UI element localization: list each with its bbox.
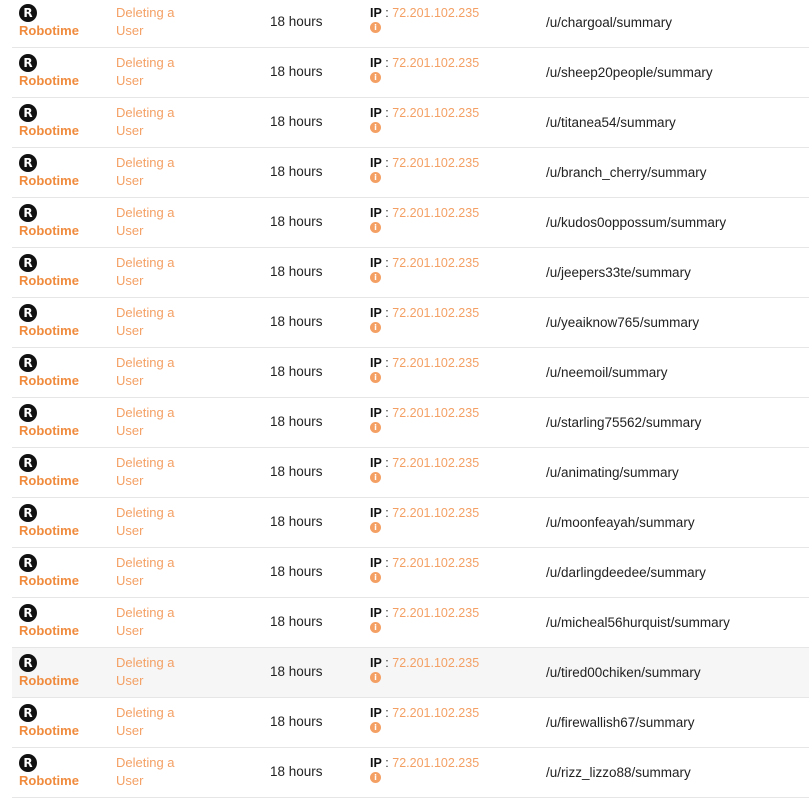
time-ago: 18 hours [270, 164, 323, 179]
user-cell [19, 704, 109, 738]
user-cell [19, 754, 109, 788]
ip-address-link[interactable]: 72.201.102.235 [392, 56, 480, 70]
username-link[interactable]: Robotime [19, 523, 79, 538]
info-icon[interactable]: i [370, 772, 381, 783]
log-row [12, 348, 809, 398]
user-avatar-icon[interactable]: R [19, 404, 37, 422]
user-avatar-icon[interactable]: R [19, 654, 37, 672]
user-cell [19, 104, 109, 138]
request-path: /u/moonfeayah/summary [546, 515, 695, 530]
username-link[interactable]: Robotime [19, 573, 79, 588]
log-row [12, 148, 809, 198]
username-link[interactable]: Robotime [19, 723, 79, 738]
username-link[interactable]: Robotime [19, 273, 79, 288]
user-cell [19, 654, 109, 688]
ip-label: IP [370, 656, 382, 670]
user-avatar-icon[interactable]: R [19, 604, 37, 622]
request-path: /u/tired00chiken/summary [546, 665, 701, 680]
action-link[interactable]: Deleting a User [116, 355, 175, 388]
request-path: /u/neemoil/summary [546, 365, 668, 380]
request-path: /u/branch_cherry/summary [546, 165, 707, 180]
info-icon[interactable]: i [370, 122, 381, 133]
action-link[interactable]: Deleting a User [116, 255, 175, 288]
info-icon[interactable]: i [370, 22, 381, 33]
user-cell [19, 504, 109, 538]
ip-separator: : [385, 156, 389, 170]
log-row [12, 448, 809, 498]
request-path: /u/chargoal/summary [546, 15, 673, 30]
ip-cell [370, 404, 479, 433]
ip-cell [370, 154, 479, 183]
user-avatar-icon[interactable]: R [19, 504, 37, 522]
user-avatar-icon[interactable]: R [19, 554, 37, 572]
log-row [12, 698, 809, 748]
user-avatar-icon[interactable]: R [19, 104, 37, 122]
ip-cell [370, 504, 479, 533]
ip-separator: : [385, 56, 389, 70]
time-ago: 18 hours [270, 64, 323, 79]
user-avatar-icon[interactable]: R [19, 354, 37, 372]
user-cell [19, 404, 109, 438]
username-link[interactable]: Robotime [19, 123, 79, 138]
ip-separator: : [385, 656, 389, 670]
time-ago: 18 hours [270, 364, 323, 379]
ip-label: IP [370, 406, 382, 420]
activity-log-table [12, 0, 809, 798]
user-cell [19, 4, 109, 38]
ip-label: IP [370, 6, 382, 20]
ip-label: IP [370, 156, 382, 170]
ip-label: IP [370, 606, 382, 620]
ip-label: IP [370, 306, 382, 320]
ip-address-link[interactable]: 72.201.102.235 [392, 656, 480, 670]
ip-cell [370, 4, 479, 33]
request-path: /u/sheep20people/summary [546, 65, 713, 80]
username-link[interactable]: Robotime [19, 323, 79, 338]
action-link[interactable]: Deleting a User [116, 605, 175, 638]
user-cell [19, 454, 109, 488]
time-ago: 18 hours [270, 264, 323, 279]
time-ago: 18 hours [270, 464, 323, 479]
ip-label: IP [370, 756, 382, 770]
ip-address-link[interactable]: 72.201.102.235 [392, 606, 480, 620]
info-icon[interactable]: i [370, 222, 381, 233]
ip-label: IP [370, 456, 382, 470]
ip-separator: : [385, 706, 389, 720]
ip-separator: : [385, 406, 389, 420]
user-avatar-icon[interactable]: R [19, 254, 37, 272]
log-row [12, 0, 809, 48]
ip-cell [370, 304, 479, 333]
time-ago: 18 hours [270, 564, 323, 579]
request-path: /u/rizz_lizzo88/summary [546, 765, 691, 780]
ip-separator: : [385, 256, 389, 270]
info-icon[interactable]: i [370, 272, 381, 283]
ip-separator: : [385, 6, 389, 20]
action-link[interactable]: Deleting a User [116, 155, 175, 188]
action-link[interactable]: Deleting a User [116, 405, 175, 438]
user-avatar-icon[interactable]: R [19, 4, 37, 22]
ip-address-link[interactable]: 72.201.102.235 [392, 756, 480, 770]
ip-separator: : [385, 306, 389, 320]
time-ago: 18 hours [270, 764, 323, 779]
ip-separator: : [385, 556, 389, 570]
info-icon[interactable]: i [370, 522, 381, 533]
action-link[interactable]: Deleting a User [116, 705, 175, 738]
ip-label: IP [370, 56, 382, 70]
log-row [12, 498, 809, 548]
action-link[interactable]: Deleting a User [116, 555, 175, 588]
ip-label: IP [370, 706, 382, 720]
request-path: /u/firewallish67/summary [546, 715, 695, 730]
ip-label: IP [370, 256, 382, 270]
request-path: /u/micheal56hurquist/summary [546, 615, 730, 630]
time-ago: 18 hours [270, 214, 323, 229]
user-avatar-icon[interactable]: R [19, 754, 37, 772]
log-row [12, 298, 809, 348]
user-cell [19, 254, 109, 288]
info-icon[interactable]: i [370, 172, 381, 183]
username-link[interactable]: Robotime [19, 373, 79, 388]
ip-address-link[interactable]: 72.201.102.235 [392, 506, 480, 520]
username-link[interactable]: Robotime [19, 73, 79, 88]
log-row [12, 248, 809, 298]
log-row [12, 548, 809, 598]
log-row [12, 398, 809, 448]
username-link[interactable]: Robotime [19, 23, 79, 38]
info-icon[interactable]: i [370, 622, 381, 633]
ip-cell [370, 254, 479, 283]
action-link[interactable]: Deleting a User [116, 755, 175, 788]
username-link[interactable]: Robotime [19, 223, 79, 238]
info-icon[interactable]: i [370, 372, 381, 383]
username-link[interactable]: Robotime [19, 623, 79, 638]
info-icon[interactable]: i [370, 572, 381, 583]
action-link[interactable]: Deleting a User [116, 455, 175, 488]
user-avatar-icon[interactable]: R [19, 454, 37, 472]
action-link[interactable]: Deleting a User [116, 305, 175, 338]
ip-separator: : [385, 106, 389, 120]
ip-address-link[interactable]: 72.201.102.235 [392, 106, 480, 120]
request-path: /u/starling75562/summary [546, 415, 702, 430]
ip-separator: : [385, 206, 389, 220]
user-cell [19, 554, 109, 588]
log-row [12, 198, 809, 248]
user-cell [19, 304, 109, 338]
action-link[interactable]: Deleting a User [116, 105, 175, 138]
user-avatar-icon[interactable]: R [19, 204, 37, 222]
info-icon[interactable]: i [370, 72, 381, 83]
ip-separator: : [385, 356, 389, 370]
ip-address-link[interactable]: 72.201.102.235 [392, 306, 480, 320]
ip-label: IP [370, 206, 382, 220]
info-icon[interactable]: i [370, 722, 381, 733]
user-cell [19, 604, 109, 638]
ip-cell [370, 104, 479, 133]
username-link[interactable]: Robotime [19, 173, 79, 188]
info-icon[interactable]: i [370, 322, 381, 333]
user-avatar-icon[interactable]: R [19, 54, 37, 72]
info-icon[interactable]: i [370, 672, 381, 683]
ip-cell [370, 704, 479, 733]
action-link[interactable]: Deleting a User [116, 655, 175, 688]
ip-address-link[interactable]: 72.201.102.235 [392, 156, 480, 170]
ip-address-link[interactable]: 72.201.102.235 [392, 556, 480, 570]
request-path: /u/yeaiknow765/summary [546, 315, 700, 330]
username-link[interactable]: Robotime [19, 423, 79, 438]
info-icon[interactable]: i [370, 422, 381, 433]
request-path: /u/darlingdeedee/summary [546, 565, 706, 580]
action-link[interactable]: Deleting a User [116, 5, 175, 38]
user-cell [19, 154, 109, 188]
ip-separator: : [385, 506, 389, 520]
time-ago: 18 hours [270, 414, 323, 429]
time-ago: 18 hours [270, 114, 323, 129]
user-avatar-icon[interactable]: R [19, 304, 37, 322]
ip-address-link[interactable]: 72.201.102.235 [392, 356, 480, 370]
log-row [12, 648, 809, 698]
ip-separator: : [385, 456, 389, 470]
user-cell [19, 354, 109, 388]
time-ago: 18 hours [270, 614, 323, 629]
log-row [12, 598, 809, 648]
action-link[interactable]: Deleting a User [116, 55, 175, 88]
ip-address-link[interactable]: 72.201.102.235 [392, 706, 480, 720]
ip-label: IP [370, 106, 382, 120]
user-avatar-icon[interactable]: R [19, 154, 37, 172]
time-ago: 18 hours [270, 514, 323, 529]
user-cell [19, 204, 109, 238]
time-ago: 18 hours [270, 14, 323, 29]
ip-address-link[interactable]: 72.201.102.235 [392, 206, 480, 220]
ip-cell [370, 354, 479, 383]
log-row [12, 48, 809, 98]
action-link[interactable]: Deleting a User [116, 205, 175, 238]
username-link[interactable]: Robotime [19, 473, 79, 488]
ip-cell [370, 54, 479, 83]
time-ago: 18 hours [270, 664, 323, 679]
username-link[interactable]: Robotime [19, 773, 79, 788]
log-row [12, 98, 809, 148]
ip-label: IP [370, 356, 382, 370]
request-path: /u/animating/summary [546, 465, 679, 480]
ip-separator: : [385, 606, 389, 620]
time-ago: 18 hours [270, 714, 323, 729]
ip-cell [370, 654, 479, 683]
ip-address-link[interactable]: 72.201.102.235 [392, 256, 480, 270]
user-avatar-icon[interactable]: R [19, 704, 37, 722]
user-cell [19, 54, 109, 88]
ip-cell [370, 454, 479, 483]
ip-address-link[interactable]: 72.201.102.235 [392, 6, 480, 20]
info-icon[interactable]: i [370, 472, 381, 483]
ip-label: IP [370, 556, 382, 570]
request-path: /u/kudos0oppossum/summary [546, 215, 727, 230]
time-ago: 18 hours [270, 314, 323, 329]
ip-cell [370, 204, 479, 233]
ip-address-link[interactable]: 72.201.102.235 [392, 456, 480, 470]
log-row [12, 748, 809, 798]
ip-cell [370, 754, 479, 783]
request-path: /u/jeepers33te/summary [546, 265, 691, 280]
ip-cell [370, 554, 479, 583]
action-link[interactable]: Deleting a User [116, 505, 175, 538]
request-path: /u/titanea54/summary [546, 115, 676, 130]
ip-label: IP [370, 506, 382, 520]
ip-cell [370, 604, 479, 633]
username-link[interactable]: Robotime [19, 673, 79, 688]
ip-address-link[interactable]: 72.201.102.235 [392, 406, 480, 420]
ip-separator: : [385, 756, 389, 770]
